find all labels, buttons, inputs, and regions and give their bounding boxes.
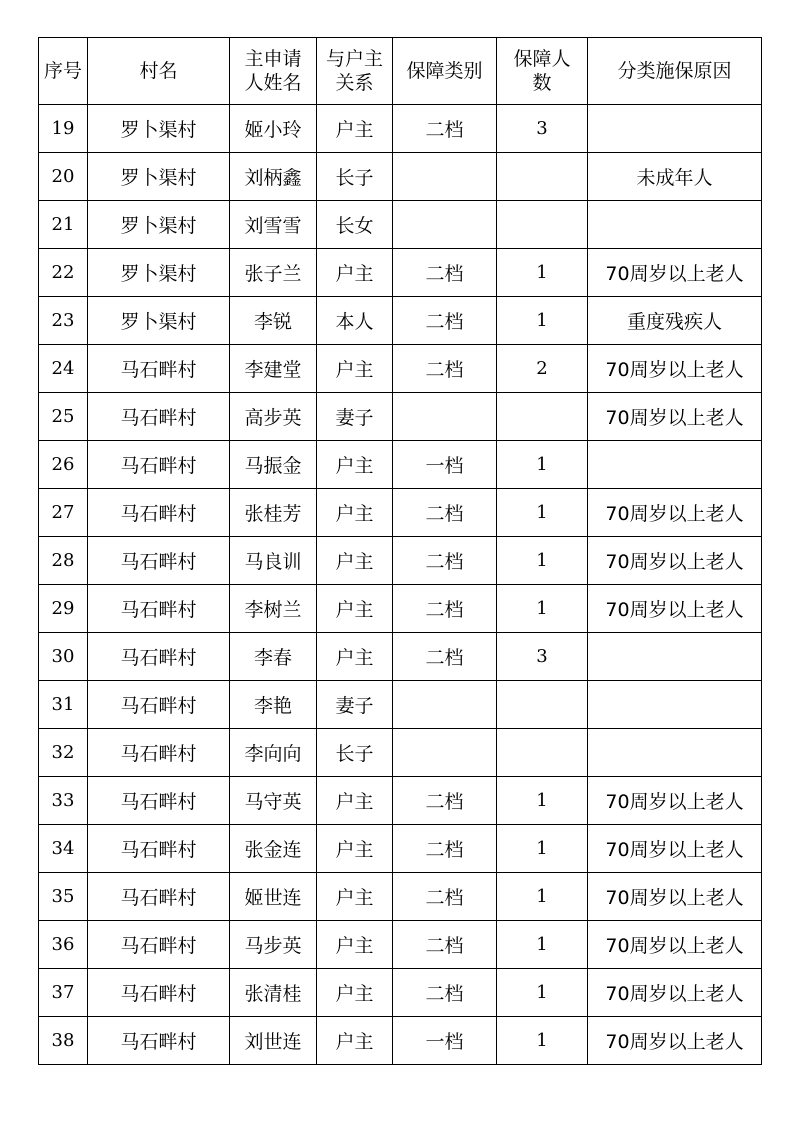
reason-cell: 70周岁以上老人 bbox=[588, 489, 762, 537]
reason-cell: 70周岁以上老人 bbox=[588, 537, 762, 585]
category-cell: 二档 bbox=[393, 633, 497, 681]
reason-cell bbox=[588, 441, 762, 489]
table-row bbox=[39, 873, 762, 921]
serial-cell: 27 bbox=[39, 489, 88, 537]
reason-cell: 70周岁以上老人 bbox=[588, 345, 762, 393]
applicant-name-cell: 李锐 bbox=[230, 297, 317, 345]
category-cell: 二档 bbox=[393, 345, 497, 393]
relation-cell: 户主 bbox=[317, 249, 393, 297]
header-label-line: 分类施保原因 bbox=[617, 60, 732, 82]
reason-cell bbox=[588, 681, 762, 729]
village-cell: 马石畔村 bbox=[88, 585, 230, 633]
relation-cell: 户主 bbox=[317, 873, 393, 921]
reason-cell: 70周岁以上老人 bbox=[588, 825, 762, 873]
table-row bbox=[39, 633, 762, 681]
relation-cell: 户主 bbox=[317, 1017, 393, 1065]
village-cell: 马石畔村 bbox=[88, 489, 230, 537]
village-cell: 马石畔村 bbox=[88, 1017, 230, 1065]
serial-cell: 24 bbox=[39, 345, 88, 393]
applicant-name-cell: 张清桂 bbox=[230, 969, 317, 1017]
count-cell: 1 bbox=[497, 249, 588, 297]
count-cell bbox=[497, 681, 588, 729]
count-cell: 1 bbox=[497, 969, 588, 1017]
assistance-roster-table bbox=[38, 37, 762, 1065]
reason-cell: 70周岁以上老人 bbox=[588, 1017, 762, 1065]
applicant-name-cell: 刘世连 bbox=[230, 1017, 317, 1065]
table-row bbox=[39, 681, 762, 729]
serial-cell: 20 bbox=[39, 153, 88, 201]
reason-cell bbox=[588, 729, 762, 777]
serial-cell: 22 bbox=[39, 249, 88, 297]
reason-cell bbox=[588, 105, 762, 153]
reason-cell: 未成年人 bbox=[588, 153, 762, 201]
relation-cell: 妻子 bbox=[317, 393, 393, 441]
category-cell: 二档 bbox=[393, 489, 497, 537]
serial-cell: 32 bbox=[39, 729, 88, 777]
reason-cell bbox=[588, 633, 762, 681]
village-cell: 马石畔村 bbox=[88, 393, 230, 441]
col-header-village bbox=[88, 38, 230, 105]
village-cell: 马石畔村 bbox=[88, 681, 230, 729]
header-label-line: 保障人 bbox=[513, 48, 571, 70]
reason-cell: 70周岁以上老人 bbox=[588, 969, 762, 1017]
header-label bbox=[406, 59, 482, 83]
count-cell: 1 bbox=[497, 537, 588, 585]
village-cell: 马石畔村 bbox=[88, 825, 230, 873]
col-header-applicant-name bbox=[230, 38, 317, 105]
count-cell: 2 bbox=[497, 345, 588, 393]
applicant-name-cell: 刘雪雪 bbox=[230, 201, 317, 249]
table-row bbox=[39, 345, 762, 393]
village-cell: 马石畔村 bbox=[88, 921, 230, 969]
col-header-category bbox=[393, 38, 497, 105]
count-cell: 1 bbox=[497, 873, 588, 921]
category-cell: 二档 bbox=[393, 921, 497, 969]
relation-cell: 户主 bbox=[317, 441, 393, 489]
serial-cell: 33 bbox=[39, 777, 88, 825]
table-row bbox=[39, 393, 762, 441]
village-cell: 马石畔村 bbox=[88, 777, 230, 825]
applicant-name-cell: 李树兰 bbox=[230, 585, 317, 633]
category-cell bbox=[393, 393, 497, 441]
serial-cell: 19 bbox=[39, 105, 88, 153]
header-label bbox=[513, 47, 570, 95]
table-row bbox=[39, 105, 762, 153]
relation-cell: 妻子 bbox=[317, 681, 393, 729]
header-label-line: 关系 bbox=[335, 72, 374, 94]
village-cell: 马石畔村 bbox=[88, 729, 230, 777]
reason-cell: 70周岁以上老人 bbox=[588, 921, 762, 969]
header-label-line: 序号 bbox=[43, 60, 82, 82]
relation-cell: 户主 bbox=[317, 777, 393, 825]
category-cell bbox=[393, 681, 497, 729]
table-row bbox=[39, 153, 762, 201]
header-label-line: 人姓名 bbox=[244, 72, 302, 94]
count-cell bbox=[497, 201, 588, 249]
count-cell: 1 bbox=[497, 777, 588, 825]
applicant-name-cell: 马振金 bbox=[230, 441, 317, 489]
table-row bbox=[39, 201, 762, 249]
category-cell: 二档 bbox=[393, 825, 497, 873]
category-cell: 二档 bbox=[393, 777, 497, 825]
header-label bbox=[326, 47, 383, 95]
header-label-line: 村名 bbox=[139, 60, 178, 82]
count-cell: 1 bbox=[497, 921, 588, 969]
category-cell: 一档 bbox=[393, 441, 497, 489]
serial-cell: 29 bbox=[39, 585, 88, 633]
col-header-reason bbox=[588, 38, 762, 105]
reason-cell: 70周岁以上老人 bbox=[588, 873, 762, 921]
applicant-name-cell: 张子兰 bbox=[230, 249, 317, 297]
serial-cell: 30 bbox=[39, 633, 88, 681]
serial-cell: 26 bbox=[39, 441, 88, 489]
category-cell: 二档 bbox=[393, 537, 497, 585]
count-cell: 3 bbox=[497, 105, 588, 153]
category-cell bbox=[393, 729, 497, 777]
count-cell: 3 bbox=[497, 633, 588, 681]
relation-cell: 户主 bbox=[317, 585, 393, 633]
serial-cell: 25 bbox=[39, 393, 88, 441]
village-cell: 马石畔村 bbox=[88, 969, 230, 1017]
table-row bbox=[39, 729, 762, 777]
relation-cell: 户主 bbox=[317, 345, 393, 393]
relation-cell: 户主 bbox=[317, 633, 393, 681]
count-cell bbox=[497, 153, 588, 201]
applicant-name-cell: 张金连 bbox=[230, 825, 317, 873]
relation-cell: 户主 bbox=[317, 825, 393, 873]
header-label-line: 与户主 bbox=[325, 48, 383, 70]
table-row bbox=[39, 249, 762, 297]
category-cell bbox=[393, 201, 497, 249]
relation-cell: 户主 bbox=[317, 105, 393, 153]
header-label bbox=[44, 59, 82, 83]
count-cell: 1 bbox=[497, 1017, 588, 1065]
relation-cell: 户主 bbox=[317, 921, 393, 969]
count-cell: 1 bbox=[497, 489, 588, 537]
village-cell: 马石畔村 bbox=[88, 441, 230, 489]
count-cell: 1 bbox=[497, 825, 588, 873]
table-row bbox=[39, 1017, 762, 1065]
category-cell bbox=[393, 153, 497, 201]
serial-cell: 31 bbox=[39, 681, 88, 729]
applicant-name-cell: 姬小玲 bbox=[230, 105, 317, 153]
village-cell: 马石畔村 bbox=[88, 633, 230, 681]
table-row bbox=[39, 441, 762, 489]
serial-cell: 28 bbox=[39, 537, 88, 585]
category-cell: 二档 bbox=[393, 969, 497, 1017]
table-row bbox=[39, 825, 762, 873]
applicant-name-cell: 李春 bbox=[230, 633, 317, 681]
table-row bbox=[39, 537, 762, 585]
applicant-name-cell: 李向向 bbox=[230, 729, 317, 777]
table-row bbox=[39, 921, 762, 969]
reason-cell: 70周岁以上老人 bbox=[588, 249, 762, 297]
header-label bbox=[244, 47, 301, 95]
category-cell: 二档 bbox=[393, 873, 497, 921]
reason-cell: 重度残疾人 bbox=[588, 297, 762, 345]
applicant-name-cell: 张桂芳 bbox=[230, 489, 317, 537]
category-cell: 二档 bbox=[393, 105, 497, 153]
count-cell: 1 bbox=[497, 441, 588, 489]
serial-cell: 37 bbox=[39, 969, 88, 1017]
table-body bbox=[39, 105, 762, 1065]
village-cell: 罗卜渠村 bbox=[88, 201, 230, 249]
applicant-name-cell: 马守英 bbox=[230, 777, 317, 825]
table-row bbox=[39, 297, 762, 345]
header-label bbox=[617, 59, 731, 83]
reason-cell: 70周岁以上老人 bbox=[588, 777, 762, 825]
serial-cell: 36 bbox=[39, 921, 88, 969]
relation-cell: 本人 bbox=[317, 297, 393, 345]
serial-cell: 38 bbox=[39, 1017, 88, 1065]
count-cell: 1 bbox=[497, 585, 588, 633]
relation-cell: 长子 bbox=[317, 153, 393, 201]
table-row bbox=[39, 585, 762, 633]
count-cell bbox=[497, 729, 588, 777]
relation-cell: 长子 bbox=[317, 729, 393, 777]
applicant-name-cell: 李建堂 bbox=[230, 345, 317, 393]
relation-cell: 户主 bbox=[317, 537, 393, 585]
applicant-name-cell: 马良训 bbox=[230, 537, 317, 585]
village-cell: 罗卜渠村 bbox=[88, 249, 230, 297]
serial-cell: 34 bbox=[39, 825, 88, 873]
serial-cell: 35 bbox=[39, 873, 88, 921]
category-cell: 二档 bbox=[393, 585, 497, 633]
relation-cell: 户主 bbox=[317, 969, 393, 1017]
col-header-count bbox=[497, 38, 588, 105]
village-cell: 罗卜渠村 bbox=[88, 297, 230, 345]
reason-cell: 70周岁以上老人 bbox=[588, 393, 762, 441]
col-header-serial bbox=[39, 38, 88, 105]
reason-cell: 70周岁以上老人 bbox=[588, 585, 762, 633]
relation-cell: 户主 bbox=[317, 489, 393, 537]
applicant-name-cell: 高步英 bbox=[230, 393, 317, 441]
header-label bbox=[139, 59, 177, 83]
serial-cell: 21 bbox=[39, 201, 88, 249]
village-cell: 罗卜渠村 bbox=[88, 153, 230, 201]
category-cell: 二档 bbox=[393, 249, 497, 297]
serial-cell: 23 bbox=[39, 297, 88, 345]
col-header-relation bbox=[317, 38, 393, 105]
village-cell: 马石畔村 bbox=[88, 873, 230, 921]
village-cell: 马石畔村 bbox=[88, 537, 230, 585]
relation-cell: 长女 bbox=[317, 201, 393, 249]
applicant-name-cell: 李艳 bbox=[230, 681, 317, 729]
header-row bbox=[39, 38, 762, 105]
header-label-line: 保障类别 bbox=[406, 60, 483, 82]
table-row bbox=[39, 969, 762, 1017]
category-cell: 一档 bbox=[393, 1017, 497, 1065]
applicant-name-cell: 姬世连 bbox=[230, 873, 317, 921]
applicant-name-cell: 马步英 bbox=[230, 921, 317, 969]
category-cell: 二档 bbox=[393, 297, 497, 345]
applicant-name-cell: 刘柄鑫 bbox=[230, 153, 317, 201]
reason-cell bbox=[588, 201, 762, 249]
table-row bbox=[39, 489, 762, 537]
village-cell: 马石畔村 bbox=[88, 345, 230, 393]
header-label-line: 主申请 bbox=[244, 48, 302, 70]
count-cell bbox=[497, 393, 588, 441]
village-cell: 罗卜渠村 bbox=[88, 105, 230, 153]
table-row bbox=[39, 777, 762, 825]
header-label-line: 数 bbox=[532, 72, 552, 94]
count-cell: 1 bbox=[497, 297, 588, 345]
